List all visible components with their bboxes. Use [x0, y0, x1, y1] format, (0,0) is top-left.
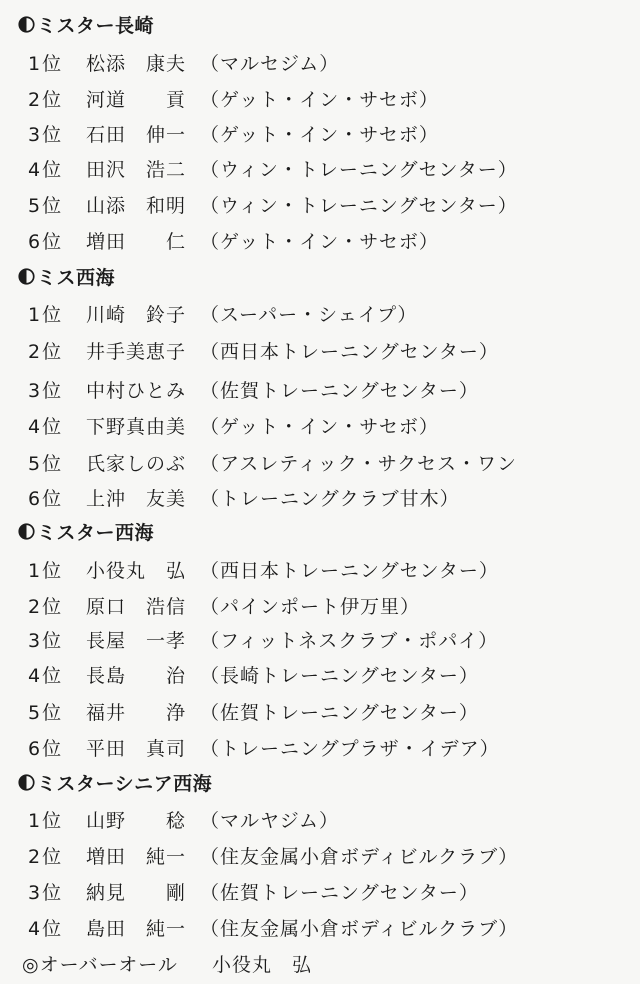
- athlete-name: 小役丸 弘: [86, 560, 187, 582]
- club-name: （ゲット・イン・サセボ）: [200, 124, 439, 146]
- overall-winner-line: [22, 950, 313, 976]
- rank: 6位: [28, 738, 64, 760]
- section-heading: [18, 12, 154, 36]
- rank: 4位: [28, 918, 64, 940]
- club-name: （住友金属小倉ボディビルクラブ）: [200, 846, 519, 868]
- club-name: （フィットネスクラブ・ポパイ）: [200, 630, 499, 652]
- section-title: ミスター西海: [37, 521, 155, 544]
- rank: 4位: [28, 159, 64, 181]
- rank: 1位: [28, 560, 64, 582]
- rank: 5位: [28, 195, 64, 217]
- rank: 6位: [28, 488, 64, 510]
- club-name: （佐賀トレーニングセンター）: [200, 882, 479, 904]
- athlete-name: 増田 純一: [86, 846, 187, 868]
- athlete-name: 中村ひとみ: [86, 380, 187, 402]
- athlete-name: 平田 真司: [86, 738, 187, 760]
- athlete-name: 上沖 友美: [86, 488, 187, 510]
- club-name: （スーパー・シェイプ）: [200, 304, 418, 326]
- rank: 3位: [28, 882, 64, 904]
- club-name: （佐賀トレーニングセンター）: [200, 702, 479, 724]
- athlete-name: 河道 貢: [86, 89, 187, 111]
- half-circle-icon: [18, 774, 35, 791]
- rank: 4位: [28, 416, 64, 438]
- rank: 3位: [28, 380, 64, 402]
- club-name: （パインポート伊万里）: [200, 596, 421, 618]
- section-title: ミスターシニア西海: [37, 772, 213, 795]
- rank: 2位: [28, 846, 64, 868]
- section-title: ミスター長崎: [37, 14, 155, 37]
- half-circle-icon: [18, 268, 35, 285]
- club-name: （ゲット・イン・サセボ）: [200, 416, 439, 438]
- club-name: （マルセジム）: [200, 53, 340, 75]
- section-heading: [18, 770, 212, 794]
- rank: 5位: [28, 702, 64, 724]
- athlete-name: 増田 仁: [86, 231, 187, 253]
- athlete-name: 島田 純一: [86, 918, 187, 940]
- club-name: （ウィン・トレーニングセンター）: [200, 195, 518, 217]
- athlete-name: 福井 浄: [86, 702, 187, 724]
- overall-label: ◎オーバーオール: [22, 954, 178, 976]
- club-name: （トレーニングクラブ甘木）: [200, 488, 460, 510]
- athlete-name: 氏家しのぶ: [86, 453, 187, 475]
- club-name: （マルヤジム）: [200, 810, 340, 832]
- athlete-name: 長屋 一孝: [86, 630, 187, 652]
- rank: 5位: [28, 453, 64, 475]
- half-circle-icon: [18, 523, 35, 540]
- athlete-name: 下野真由美: [86, 416, 187, 438]
- section-heading: [18, 519, 154, 543]
- rank: 2位: [28, 89, 64, 111]
- club-name: （アスレティック・サクセス・ワン: [200, 453, 517, 475]
- club-name: （西日本トレーニングセンター）: [200, 560, 499, 582]
- athlete-name: 原口 浩信: [86, 596, 187, 618]
- rank: 2位: [28, 341, 64, 363]
- club-name: （ウィン・トレーニングセンター）: [200, 159, 518, 181]
- club-name: （ゲット・イン・サセボ）: [200, 89, 439, 111]
- club-name: （ゲット・イン・サセボ）: [200, 231, 439, 253]
- athlete-name: 山添 和明: [86, 195, 187, 217]
- overall-winner-name: 小役丸 弘: [212, 954, 313, 976]
- athlete-name: 松添 康夫: [86, 53, 187, 75]
- athlete-name: 川崎 鈴子: [86, 304, 187, 326]
- rank: 1位: [28, 304, 64, 326]
- athlete-name: 長島 治: [86, 665, 187, 687]
- rank: 4位: [28, 665, 64, 687]
- club-name: （長崎トレーニングセンター）: [200, 665, 479, 687]
- athlete-name: 納見 剛: [86, 882, 187, 904]
- rank: 1位: [28, 810, 64, 832]
- athlete-name: 田沢 浩二: [86, 159, 187, 181]
- rank: 3位: [28, 124, 64, 146]
- rank: 2位: [28, 596, 64, 618]
- club-name: （佐賀トレーニングセンター）: [200, 380, 479, 402]
- club-name: （西日本トレーニングセンター）: [200, 341, 499, 363]
- half-circle-icon: [18, 16, 35, 33]
- athlete-name: 井手美恵子: [86, 341, 187, 363]
- section-heading: [18, 264, 115, 288]
- club-name: （トレーニングプラザ・イデア）: [200, 738, 500, 760]
- rank: 3位: [28, 630, 64, 652]
- section-title: ミス西海: [37, 266, 116, 289]
- rank: 6位: [28, 231, 64, 253]
- athlete-name: 石田 伸一: [86, 124, 187, 146]
- rank: 1位: [28, 53, 64, 75]
- club-name: （住友金属小倉ボディビルクラブ）: [200, 918, 519, 940]
- athlete-name: 山野 稔: [86, 810, 187, 832]
